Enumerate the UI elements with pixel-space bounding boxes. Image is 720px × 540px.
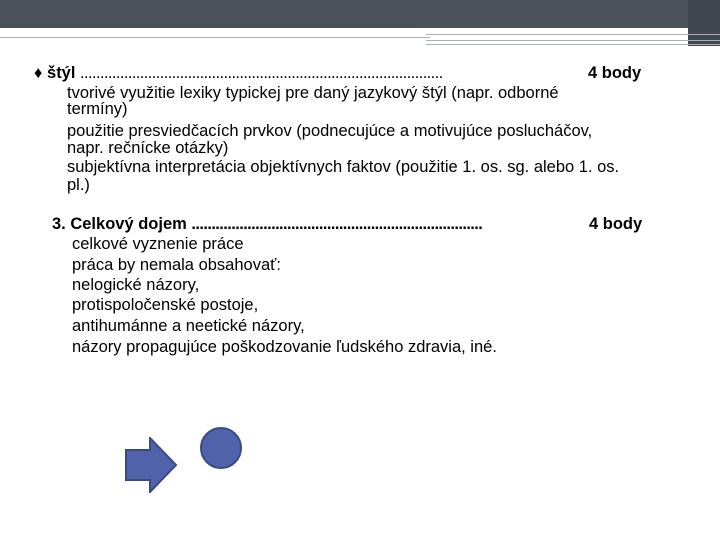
dojem-item: práca by nemala obsahovať:: [72, 256, 281, 274]
style-item: subjektívna interpretácia objektívnych faktov (použitie 1. os. sg. alebo 1. os.: [67, 158, 620, 176]
circle-icon[interactable]: [200, 427, 242, 469]
dojem-item: antihumánne a neetické názory,: [72, 317, 305, 335]
style-item: pl.): [67, 176, 90, 194]
style-leader: ...........................................................................................: [80, 64, 443, 82]
style-item: použitie presviedčacích prvkov (podnecujúce a motivujúce poslucháčov,: [67, 122, 593, 140]
style-heading-line: [34, 64, 443, 82]
dojem-item: protispoločenské postoje,: [72, 296, 259, 314]
style-points: 4 body: [588, 64, 642, 82]
style-item: termíny): [67, 100, 128, 118]
bullet-icon: ♦: [34, 64, 43, 82]
dojem-item: nelogické názory,: [72, 276, 200, 294]
dojem-points: 4 body: [589, 215, 643, 233]
style-heading: štýl: [47, 64, 76, 82]
right-arrow-icon[interactable]: [124, 437, 178, 493]
dojem-leader: .........................................................................: [191, 215, 483, 233]
dojem-heading: 3. Celkový dojem: [52, 215, 187, 233]
style-item: napr. rečnícke otázky): [67, 139, 229, 157]
dojem-item: názory propagujúce poškodzovanie ľudského zdravia, iné.: [72, 338, 497, 356]
style-item: tvorivé využitie lexiky typickej pre daný jazykový štýl (napr. odborné: [67, 84, 559, 102]
dojem-heading-line: [52, 215, 482, 233]
dojem-item: celkové vyznenie práce: [72, 235, 244, 253]
